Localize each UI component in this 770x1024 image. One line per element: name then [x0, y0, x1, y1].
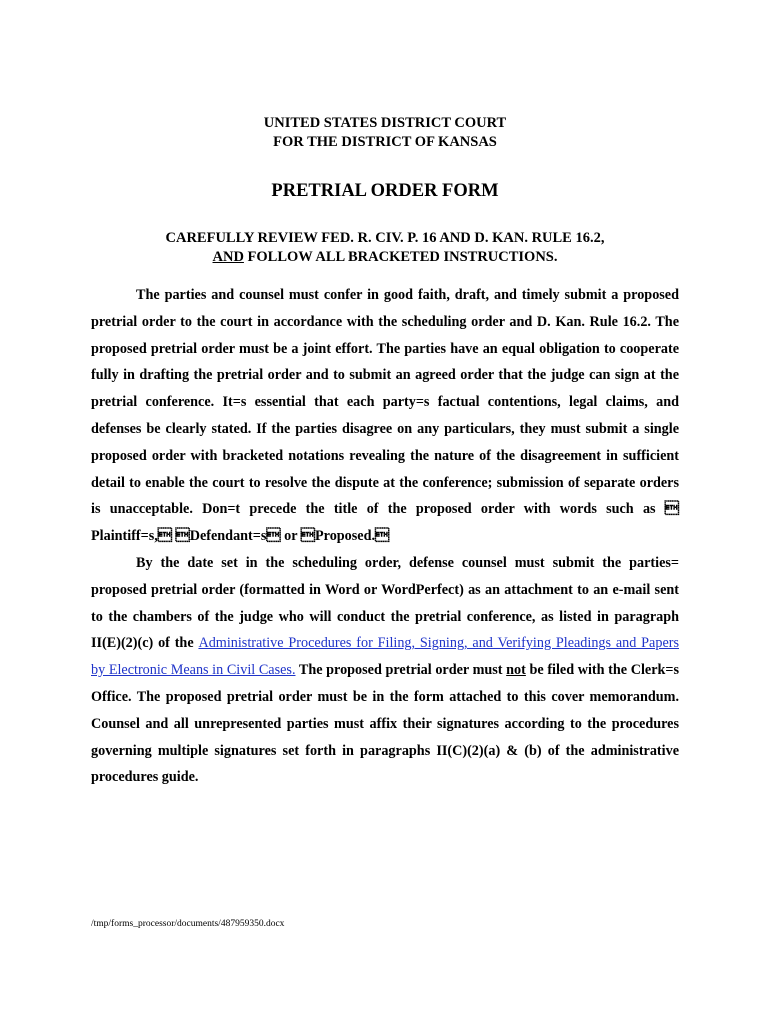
instruction-line-2-text: FOLLOW ALL BRACKETED INSTRUCTIONS. — [243, 249, 558, 265]
paragraph-submission-text-2: The proposed pretrial order must — [295, 662, 507, 679]
review-instruction — [0, 229, 770, 267]
admin-procedures-link[interactable]: Administrative Procedures for Filing, Signing, and Verifying Pleadings and Papers by Electronic Means in Civil Cases. — [91, 635, 679, 679]
instruction-line-1: CAREFULLY REVIEW FED. R. CIV. P. 16 AND D. KAN. RULE 16.2, — [165, 230, 605, 246]
instruction-line-2 — [0, 248, 770, 267]
court-district-line: FOR THE DISTRICT OF KANSAS — [273, 134, 497, 150]
paragraph-submission-text-1: By the date set in the scheduling order, defense counsel must submit the parties= proposed pretrial order (formatted in Word or WordPerfect) as an attachment to an e-mail sent to the chambers of the judge who will conduct the pretrial conference, as listed in paragraph II(E)(2)(c) of the — [91, 554, 679, 652]
paragraph-confer: The parties and counsel must confer in good faith, draft, and timely submit a proposed pretrial order to the court in accordance with the scheduling order and D. Kan. Rule 16.2. The proposed pretrial order must be a joint effort. The parties have an equal obligation to cooperate fully in drafting the pretrial order and to submit an agreed order that the judge can sign at the pretrial conference. It=s essential that each party=s factual contentions, legal claims, and defenses be clearly stated. If the parties disagree on any particulars, they must submit a single proposed order with bracketed notations revealing the nature of the disagreement in sufficient detail to enable the court to resolve the dispute at the conference; submission of separate orders is unacceptable. Don=t precede the title of the proposed order with words such as  Plaintiff=s, Defendant=s or Proposed. — [91, 287, 679, 545]
memo-body — [91, 282, 679, 791]
instruction-and-emphasis: AND — [212, 249, 244, 265]
form-title: PRETRIAL ORDER FORM — [271, 181, 499, 201]
paragraph-submission — [91, 550, 679, 791]
document-path-footer: /tmp/forms_processor/documents/487959350.docx — [91, 919, 285, 929]
not-emphasis: not — [506, 662, 526, 679]
court-heading — [0, 114, 770, 152]
court-name-line: UNITED STATES DISTRICT COURT — [263, 115, 507, 131]
paragraph-submission-text-3: be filed with the Clerk=s Office. The proposed pretrial order must be in the form attached to this cover memorandum. Counsel and all unrepresented parties must affix their signatures according to the procedures governing multiple signatures set forth in paragraphs II(C)(2)(a) & (b) of the administrative procedures guide. — [91, 662, 679, 786]
